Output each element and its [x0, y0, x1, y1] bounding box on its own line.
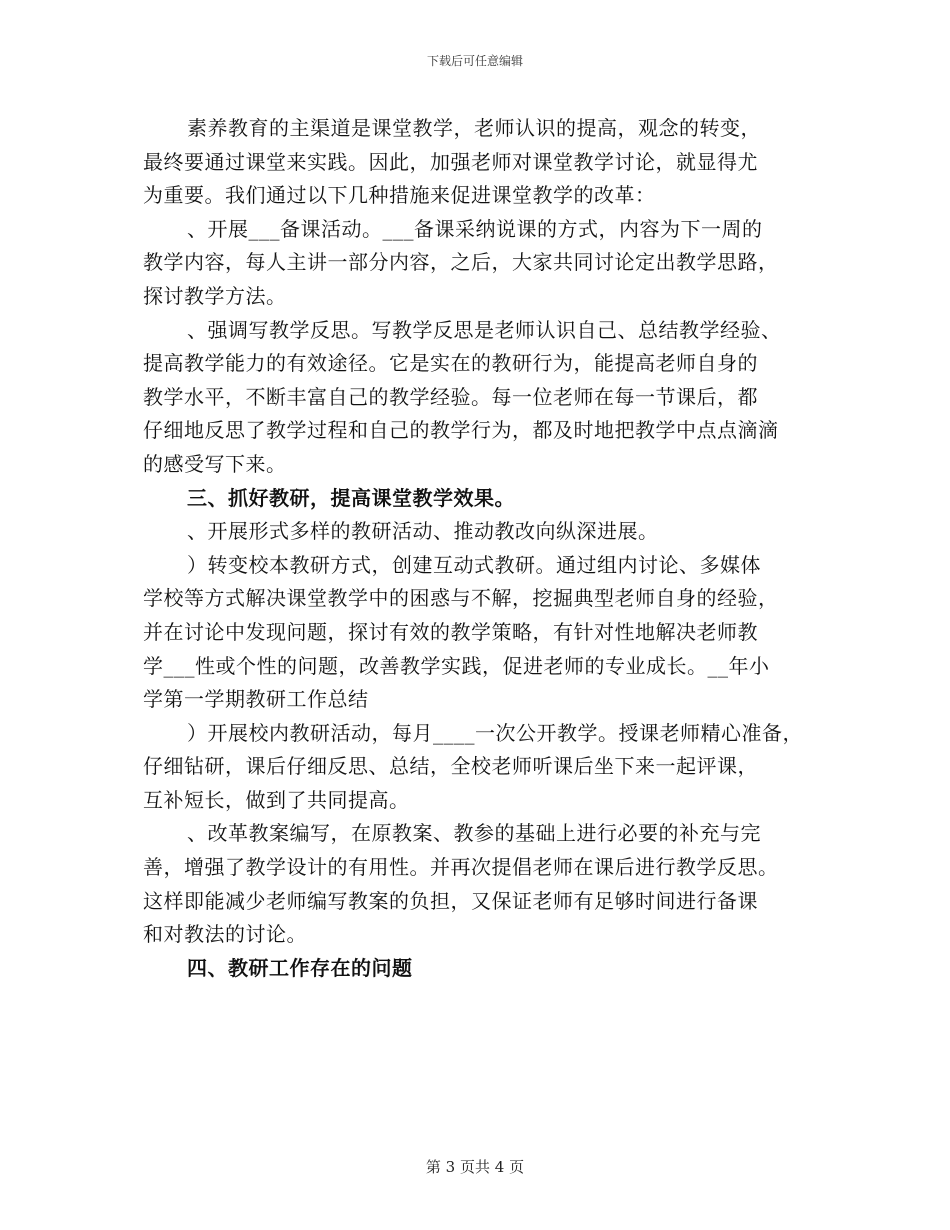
paragraph-line: 善，增强了教学设计的有用性。并再次提倡老师在课后进行教学反思。 [143, 855, 779, 880]
section-heading: 三、抓好教研，提高课堂教学效果。 [187, 485, 515, 510]
paragraph-line: 这样即能减少老师编写教案的负担，又保证老师有足够时间进行备课 [143, 888, 758, 913]
paragraph-line: 素养教育的主渠道是课堂教学，老师认识的提高，观念的转变， [187, 116, 761, 140]
paragraph-line: 、开展形式多样的教研活动、推动教改向纵深进展。 [187, 519, 659, 544]
page-footer: 第 3 页共 4 页 [425, 1158, 525, 1176]
paragraph-line: 学校等方式解决课堂教学中的困惑与不解，挖掘典型老师自身的经验， [143, 586, 779, 611]
paragraph-line: 教学水平，不断丰富自己的教学经验。每一位老师在每一节课后，都 [143, 384, 758, 409]
paragraph-line: 探讨教学方法。 [143, 283, 287, 308]
paragraph-line: 和对教法的讨论。 [143, 922, 307, 947]
paragraph-line: 仔细钻研，课后仔细反思、总结，全校老师听课后坐下来一起评课， [143, 754, 758, 779]
paragraph-line: 、开展___备课活动。___备课采纳说课的方式，内容为下一周的 [187, 216, 763, 241]
paragraph-line: ）开展校内教研活动，每月____一次公开教学。授课老师精心准备， [187, 720, 803, 745]
paragraph-line: 并在讨论中发现问题，探讨有效的教学策略，有针对性地解决老师教 [143, 619, 758, 644]
paragraph-line: 的感受写下来。 [143, 451, 287, 476]
paragraph-line: 互补短长，做到了共同提高。 [143, 787, 410, 812]
paragraph-line: 仔细地反思了教学过程和自己的教学行为，都及时地把教学中点点滴滴 [143, 418, 779, 443]
paragraph-line: 提高教学能力的有效途径。它是实在的教研行为，能提高老师自身的 [143, 351, 758, 376]
paragraph-line: 学第一学期教研工作总结 [143, 687, 369, 712]
paragraph-line: 、强调写教学反思。写教学反思是老师认识自己、总结教学经验、 [187, 317, 782, 342]
paragraph-line: 教学内容，每人主讲一部分内容，之后，大家共同讨论定出教学思路， [143, 250, 779, 275]
page-header: 下载后可任意编辑 [426, 54, 523, 68]
paragraph-line: 为重要。我们通过以下几种措施来促进课堂教学的改革： [143, 183, 656, 208]
paragraph-line: 最终要通过课堂来实践。因此，加强老师对课堂教学讨论，就显得尤 [143, 149, 758, 174]
paragraph-line: 、改革教案编写，在原教案、教参的基础上进行必要的补充与完 [187, 821, 761, 846]
paragraph-line: 学___性或个性的问题，改善教学实践，促进老师的专业成长。__年小 [143, 653, 770, 678]
document-body [143, 112, 823, 985]
paragraph-line: ）转变校本教研方式，创建互动式教研。通过组内讨论、多媒体 [187, 552, 761, 577]
section-heading: 四、教研工作存在的问题 [187, 955, 413, 980]
